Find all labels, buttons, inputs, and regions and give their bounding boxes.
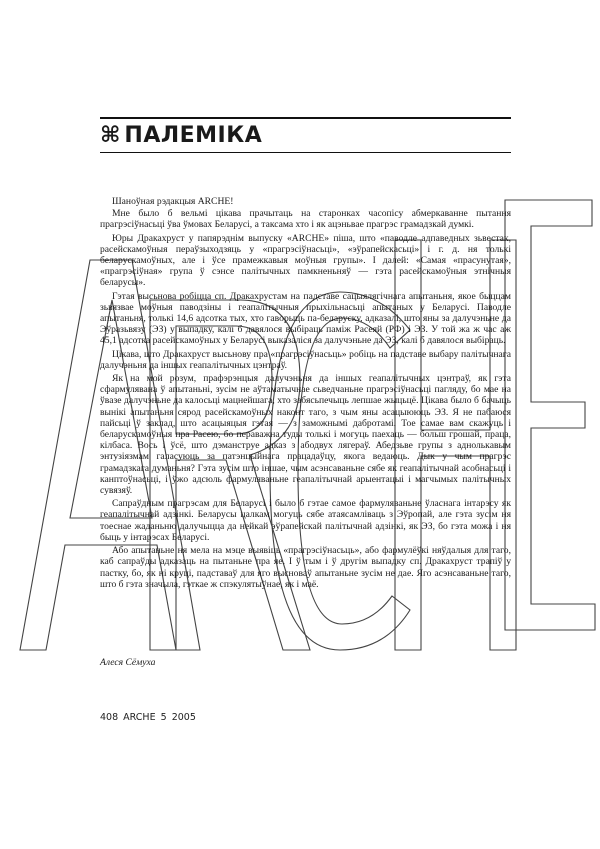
paragraph: Або апытаньне ня мела на мэце выявіць «прагрэсіўнасьць», або фармулёўкі няўдалыя для таго, каб сапраўды адказаць на пытаньне пра яе. І ў тым і ў другім выпадку сп. Дракахруст трапіў у пастку, бо, як ні круці, падставаў для яго высноваў апытаньне зусім не дае. Яго асэнсаваньне таго, што б гэта значыла, гэткае ж спэкулятыўнае, як і маё. (100, 545, 511, 590)
section-title: ПАЛЕМІКА (124, 123, 263, 148)
article-body (100, 196, 511, 592)
page-footer (100, 712, 196, 723)
journal-name: ARCHE (123, 712, 156, 723)
issue-year: 2005 (171, 712, 196, 723)
paragraph: Сапраўдным прагрэсам для Беларусі і было б гэтае самое фармуляваньне ўласнага інтарэсу як геапалітычнай адзінкі. Беларусы цалкам могуць сябе атаясамліваць з Эўропай, але гэта зусім ня тоеснае жаданьню далучыцца да нейкай эўрапейскай палітычнай адзінкі, як ЭЗ, бо гэта можа і ня быць у інтарэсах Беларусі. (100, 498, 511, 543)
page-number: 408 (100, 712, 119, 723)
paragraph: Цікава, што Дракахруст высьнову пра «прагрэсіўнасьць» робіць на падставе выбару палітычнага далучэньня да іншых геапалітычных цэнтраў. (100, 348, 511, 371)
paragraph: Юры Дракахруст у папярэднім выпуску «ARCHE» піша, што «паводле адпаведных зьвестак, расейскамоўныя пераўзыходзяць у «прагрэсіўнасьці», «эўрапейскасьці» і г. д. ня толькі беларускамоўных, але і ўсе прамежкавыя моўныя групы». І далей: «Самая «прасунутая», «прагрэсіўная» група ў сэнсе палітычных памкненьняў — гэта расейскамоўныя этнічныя беларусы». (100, 232, 511, 289)
scissors-icon: ⌘ (100, 122, 121, 148)
issue-number: 5 (160, 712, 167, 723)
section-header (100, 117, 511, 153)
paragraph: Гэтая высьнова робіцца сп. Дракахрустам на падставе сацыялягічнага апытаньня, якое быццам зьвязвае моўныя паводзіны і геапалітычныя прыхільнасьці апытаных у Беларусі. Паводле апытаньня, толькі 14,6 адсотка тых, хто гаворыць па-беларуску, адказалі, што яны за далучэньне да Эўразьвязу (ЭЗ) у выпадку, калі б давялося выбіраць паміж Расеяй (РФ) і ЭЗ. У той жа ж час аж 45,1 адсотка расейскамоўных у Беларусі выказаліся за далучэньне да ЭЗ, калі б давялося выбіраць. (100, 290, 511, 347)
greeting: Шаноўная рэдакцыя ARCHE! (112, 196, 234, 207)
paragraph: Мне было б вельмі цікава прачытаць на старонках часопісу абмеркаванне пытання прагрэсіўнасьці ўва ўмовах Беларусі, а таксама хто і як ацэньвае прагрэс грамадзкай думкі. (100, 208, 511, 231)
paragraph: Як на мой розум, прафэрэнцыя далучэньня да іншых геапалітычных цэнтраў, як гэта сфармулявана ў апытаньні, зусім не аўтаматычнае сьведчаньне прагрэсіўнасьці пагляду, бо мае на ўвазе далучэньне да калосьці мацнейшага, хто забясьпечыць лепшае жыцьцё. Цікава было б бачыць вынікі апытаньня сярод расейскамоўных наконт таго, з чым яны асацыююць ЭЗ. Я не пабаюся пайсьці ў заклад, што асацыяцыя гэтая — з заможнымі дабротамі. Тое самае вам скажуць і беларускамоўныя пра Расею, бо пераважна туды толькі і могуць паехаць — больш грошай, праца, кілбаса. Вось і ўсё, што дэманструе адказ з абодвух лягераў. Абедзьве групы з аднолькавым энтузіязмам галасуюць за патэнцыйнага працадаўцу, якога ведаюць. Дык у чым прагрэс грамадзкага думаньня? Гэта зусім што іншае, чым асэнсаваньне сябе як геапалітычнай асобнасьці і канптоўнасьці, і ўжо адсюль фармуляваньне геапалітычнай арыентацыі і магчымых палітычных сувязяў. (100, 373, 511, 497)
author-signature: Алеся Сёмуха (100, 657, 156, 668)
